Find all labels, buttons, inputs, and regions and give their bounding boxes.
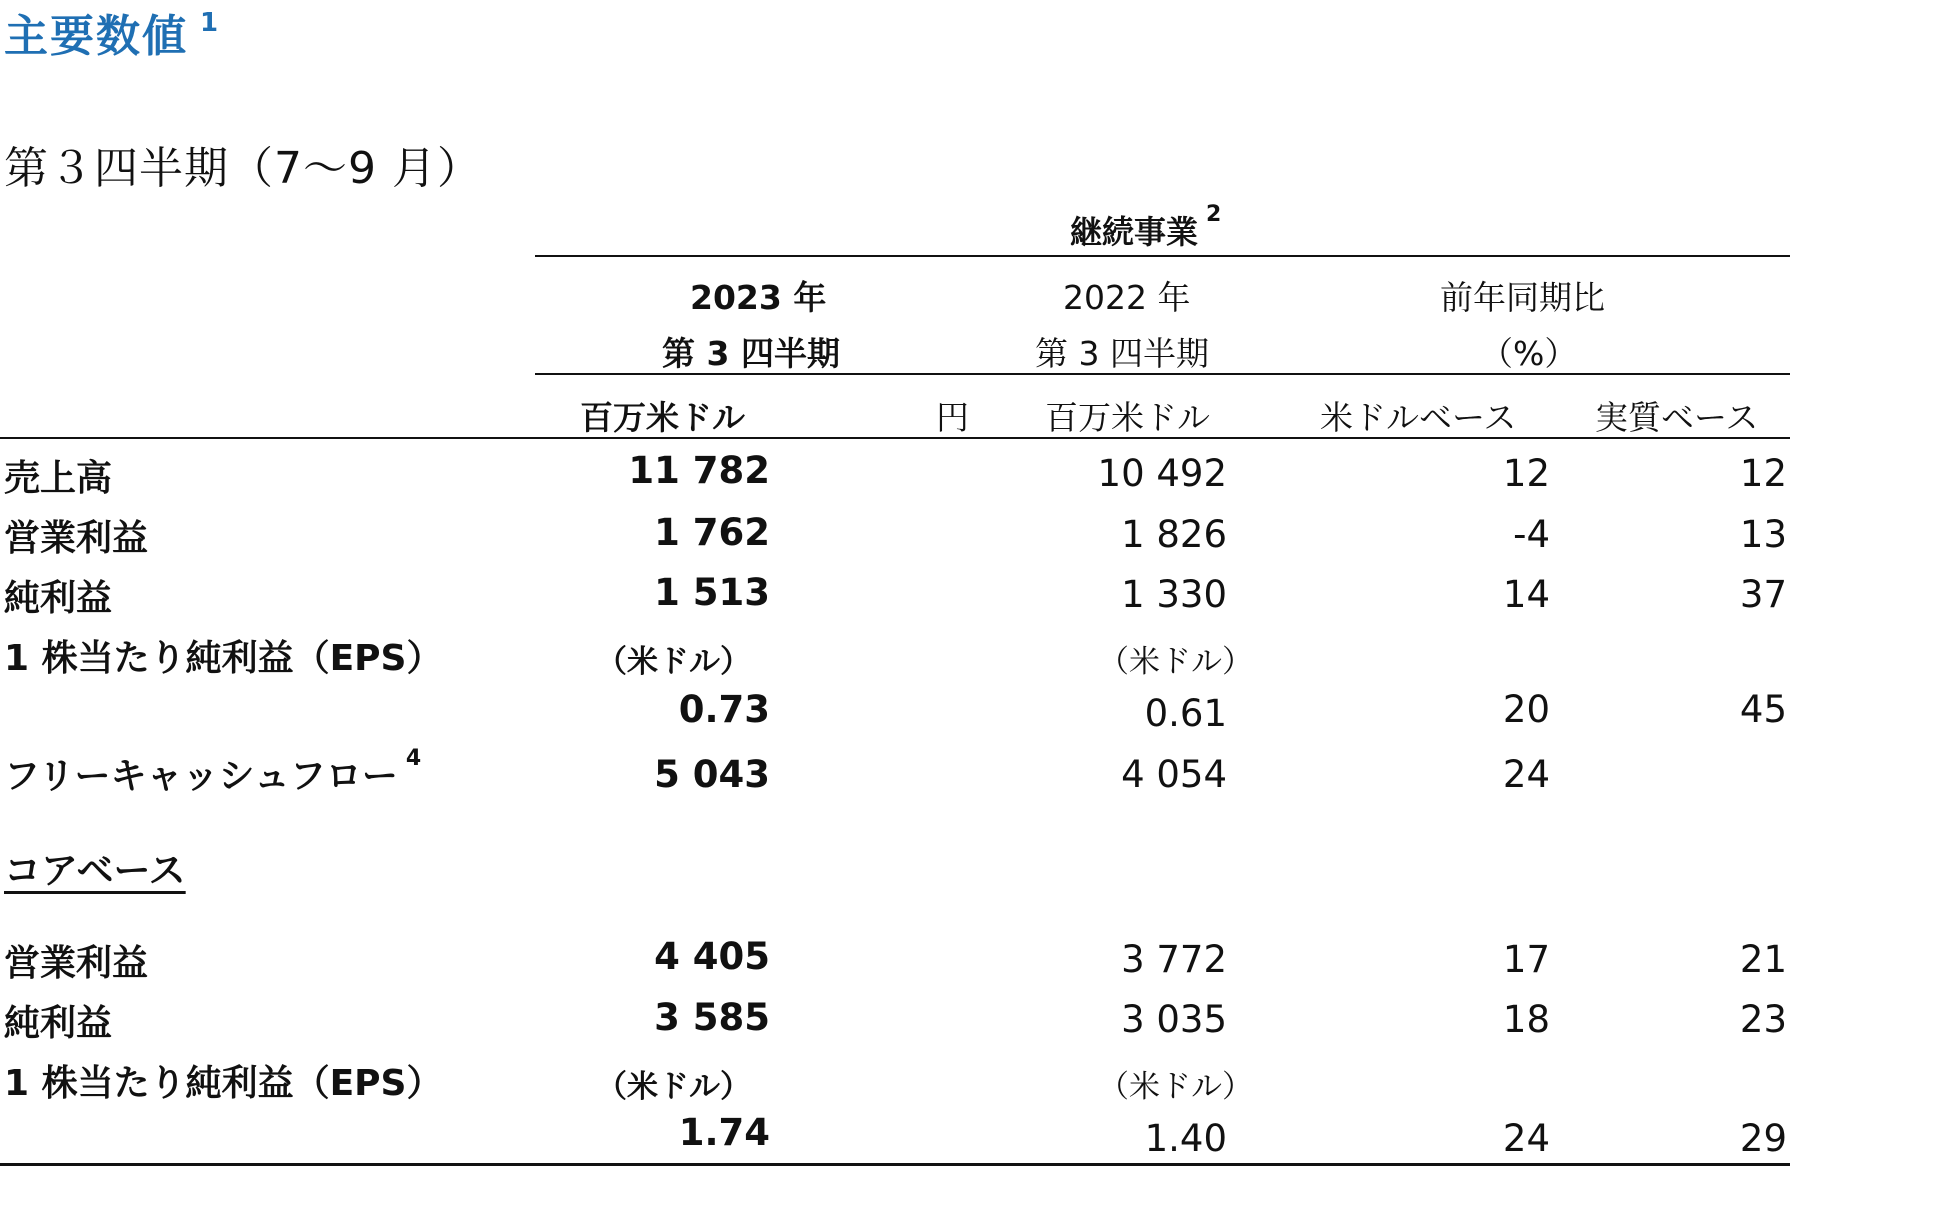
core-eps-real: 29 bbox=[1739, 1117, 1787, 1160]
core-net-income-usd: 18 bbox=[1502, 998, 1550, 1041]
group-header-footnote: 2 bbox=[1206, 202, 1222, 228]
row-label-operating-income: 営業利益 bbox=[4, 518, 149, 559]
unit-real-basis: 実質ベース bbox=[1595, 398, 1759, 437]
sales-usd: 12 bbox=[1502, 452, 1550, 495]
unit-yen: 円 bbox=[936, 398, 969, 437]
net-income-real: 37 bbox=[1739, 573, 1787, 616]
sales-2023: 11 782 bbox=[628, 449, 770, 492]
eps-real: 45 bbox=[1739, 688, 1787, 731]
free-cash-flow-2023: 5 043 bbox=[654, 753, 770, 796]
col-2022-quarter: 第 3 四半期 bbox=[1035, 334, 1209, 373]
net-income-2023: 1 513 bbox=[654, 571, 770, 614]
core-net-income-2022: 3 035 bbox=[1121, 998, 1227, 1041]
core-eps-2022: 1.40 bbox=[1144, 1117, 1227, 1160]
rule-middle bbox=[535, 373, 1790, 375]
sales-real: 12 bbox=[1739, 452, 1787, 495]
col-change-percent: （%） bbox=[1480, 334, 1578, 373]
row-label-sales: 売上高 bbox=[4, 458, 113, 499]
rule-header-bottom bbox=[0, 437, 1790, 439]
unit-2023: 百万米ドル bbox=[580, 398, 745, 437]
core-eps-unit-2022: （米ドル） bbox=[1098, 1069, 1253, 1105]
eps-2023: 0.73 bbox=[678, 688, 770, 731]
core-operating-income-usd: 17 bbox=[1502, 938, 1550, 981]
heading-footnote: 1 bbox=[200, 8, 221, 39]
operating-income-2022: 1 826 bbox=[1121, 513, 1227, 556]
net-income-usd: 14 bbox=[1502, 573, 1550, 616]
operating-income-usd: -4 bbox=[1513, 513, 1550, 556]
unit-2022: 百万米ドル bbox=[1045, 398, 1210, 437]
operating-income-2023: 1 762 bbox=[654, 511, 770, 554]
group-header: 継続事業 $^2$ bbox=[1070, 202, 1222, 251]
core-basis-label: コアベース bbox=[4, 849, 186, 892]
core-eps-unit-2023: （米ドル） bbox=[596, 1069, 751, 1105]
operating-income-real: 13 bbox=[1739, 513, 1787, 556]
page-heading: 主要数値 $^1$ bbox=[4, 8, 221, 62]
rule-bottom bbox=[0, 1163, 1790, 1166]
free-cash-flow-usd: 24 bbox=[1502, 753, 1550, 796]
core-operating-income-2023: 4 405 bbox=[654, 935, 770, 978]
free-cash-flow-2022: 4 054 bbox=[1121, 753, 1227, 796]
core-row-label-net-income: 純利益 bbox=[4, 1003, 113, 1044]
free-cash-flow-footnote: 4 bbox=[405, 746, 422, 771]
row-label-free-cash-flow bbox=[4, 748, 421, 799]
eps-2022: 0.61 bbox=[1144, 692, 1227, 735]
core-net-income-2023: 3 585 bbox=[654, 996, 770, 1039]
eps-unit-2023: （米ドル） bbox=[596, 644, 751, 680]
unit-usd-basis: 米ドルベース bbox=[1320, 398, 1517, 437]
col-2022-year: 2022 年 bbox=[1063, 278, 1191, 317]
col-2023-quarter: 第 3 四半期 bbox=[662, 334, 840, 373]
period-subtitle: 第３四半期（7〜9 月） bbox=[4, 143, 482, 194]
eps-usd: 20 bbox=[1502, 688, 1550, 731]
row-label-eps: 1 株当たり純利益（EPS） bbox=[4, 638, 443, 679]
col-change-title: 前年同期比 bbox=[1440, 278, 1605, 317]
core-eps-2023: 1.74 bbox=[678, 1111, 770, 1154]
eps-unit-2022: （米ドル） bbox=[1098, 644, 1253, 680]
core-operating-income-real: 21 bbox=[1739, 938, 1787, 981]
core-row-label-eps: 1 株当たり純利益（EPS） bbox=[4, 1063, 443, 1104]
free-cash-flow-label-text: フリーキャッシュフロー bbox=[4, 756, 398, 797]
core-row-label-operating-income: 営業利益 bbox=[4, 943, 149, 984]
net-income-2022: 1 330 bbox=[1121, 573, 1227, 616]
sales-2022: 10 492 bbox=[1097, 452, 1227, 495]
col-2023-year: 2023 年 bbox=[690, 278, 827, 317]
core-net-income-real: 23 bbox=[1739, 998, 1787, 1041]
core-eps-usd: 24 bbox=[1502, 1117, 1550, 1160]
core-operating-income-2022: 3 772 bbox=[1121, 938, 1227, 981]
rule-top bbox=[535, 255, 1790, 257]
row-label-net-income: 純利益 bbox=[4, 578, 113, 619]
